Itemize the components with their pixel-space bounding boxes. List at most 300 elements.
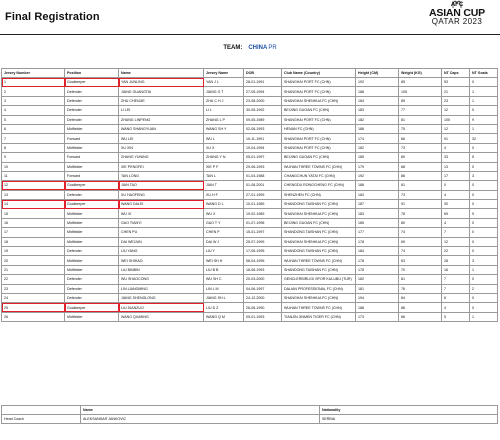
cell-height: 185	[356, 218, 399, 227]
cell-num: 26	[2, 312, 65, 321]
table-row	[2, 190, 498, 199]
cell-caps: 30	[442, 200, 470, 209]
cell-height: 186	[356, 181, 399, 190]
cell-name: GAO TIANYI	[119, 218, 204, 227]
cell-dob: 08-04-1995	[244, 256, 282, 265]
cell-jersey: WU X	[204, 209, 244, 218]
cell-num: 8	[2, 143, 65, 152]
cell-name: JIANG GUANGTAI	[119, 87, 204, 96]
cell-name: CHEN PU	[119, 228, 204, 237]
cell-name: LIN LIANGMING	[119, 284, 204, 293]
cell-height: 183	[356, 209, 399, 218]
cell-club: SHANDONG TAISHAN FC (CHN)	[282, 265, 356, 274]
cell-caps: 7	[442, 228, 470, 237]
cell-height: 184	[356, 96, 399, 105]
cell-pos: Goalkeeper	[65, 181, 119, 190]
cell-club: WUHAN THREE TOWNS FC (CHN)	[282, 303, 356, 312]
cell-num: 25	[2, 303, 65, 312]
table-row	[2, 218, 498, 227]
cell-dob: 15-01-1997	[244, 228, 282, 237]
cell-club: WUHAN THREE TOWNS FC (CHN)	[282, 162, 356, 171]
cell-jersey: GAO T Y	[204, 218, 244, 227]
cell-caps: 16	[442, 265, 470, 274]
cell-weight: 85	[399, 96, 442, 105]
team-line	[0, 45, 500, 51]
table-row	[2, 200, 498, 209]
cell-dob: 29-06-1993	[244, 162, 282, 171]
cell-height: 182	[356, 143, 399, 152]
cell-jersey: YAN J L	[204, 78, 244, 87]
cell-club: SHANDONG TAISHAN FC (CHN)	[282, 228, 356, 237]
cell-num: 24	[2, 293, 65, 302]
cell-num: 10	[2, 162, 65, 171]
cell-name: WANG QIUMING	[119, 312, 204, 321]
cell-weight: 85	[399, 78, 442, 87]
cell-goals: 3	[470, 171, 498, 180]
cell-num: 20	[2, 256, 65, 265]
cell-weight: 74	[399, 247, 442, 256]
team-name: CHINA	[248, 45, 268, 51]
cell-height: 187	[356, 200, 399, 209]
cell-name: ZHU CHENJIE	[119, 96, 204, 105]
cell-num: 5	[2, 115, 65, 124]
cell-name: XU HAOFENG	[119, 190, 204, 199]
cell-weight: 86	[399, 303, 442, 312]
cell-weight: 84	[399, 293, 442, 302]
cell-weight: 77	[399, 106, 442, 115]
table-row	[2, 415, 498, 424]
cell-pos: Defender	[65, 275, 119, 284]
cell-club: SHANDONG TAISHAN FC (CHN)	[282, 200, 356, 209]
logo-asian-cup-text: ASIAN CUP	[429, 7, 485, 19]
cell-club: HENAN FC (CHN)	[282, 124, 356, 133]
cell-pos: Forward	[65, 171, 119, 180]
cell-height: 188	[356, 303, 399, 312]
table-row	[2, 171, 498, 180]
cell-club: SHANGHAI SHENHUA FC (CHN)	[282, 96, 356, 105]
header-bar	[0, 0, 500, 35]
table-row	[2, 96, 498, 105]
cell-goals: 0	[470, 200, 498, 209]
cell-club: BEIJING GUOAN FC (CHN)	[282, 218, 356, 227]
table-row	[2, 237, 498, 246]
cell-jersey: DAI W J	[204, 237, 244, 246]
cell-height: 192	[356, 171, 399, 180]
cell-dob: 19-04-1994	[244, 143, 282, 152]
cell-club: CHENGDU RONGCHENG FC (CHN)	[282, 181, 356, 190]
cell-pos: Midfielder	[65, 237, 119, 246]
cell-weight: 105	[399, 87, 442, 96]
cell-height: 179	[356, 162, 399, 171]
cell-weight: 66	[399, 134, 442, 143]
cell-pos: Defender	[65, 293, 119, 302]
cell-dob: 01-04-1988	[244, 171, 282, 180]
cell-goals: 2	[470, 284, 498, 293]
cell-pos: Midfielder	[65, 124, 119, 133]
cell-height: 194	[356, 293, 399, 302]
cell-name: WANG DALEI	[119, 200, 204, 209]
cell-dob: 26-06-1990	[244, 303, 282, 312]
cell-weight: 74	[399, 228, 442, 237]
cell-pos: Forward	[65, 153, 119, 162]
cell-name: JIAN TAO	[119, 181, 204, 190]
cell-weight: 80	[399, 153, 442, 162]
table-row	[2, 124, 498, 133]
table-row	[2, 303, 498, 312]
logo-host-text: QATAR 2023	[431, 17, 483, 26]
cell-height: 174	[356, 134, 399, 143]
roster-header-row	[2, 69, 498, 78]
cell-height: 178	[356, 256, 399, 265]
roster-column-header: Club Name (Country)	[282, 69, 356, 78]
cell-name: XU XIN	[119, 143, 204, 152]
cell-dob: 17-06-1995	[244, 247, 282, 256]
table-row	[2, 134, 498, 143]
cell-dob: 01-07-1998	[244, 218, 282, 227]
cell-jersey: CHEN P	[204, 228, 244, 237]
cell-caps: 17	[442, 171, 470, 180]
cell-jersey: LIU Y	[204, 247, 244, 256]
cell-jersey: XIE P F	[204, 162, 244, 171]
cell-pos: Forward	[65, 134, 119, 143]
cell-pos: Midfielder	[65, 143, 119, 152]
cell-name: ZHANG LINPENG	[119, 115, 204, 124]
cell-dob: 01-08-2001	[244, 181, 282, 190]
cell-name: JIANG SHENGLONG	[119, 293, 204, 302]
cell-goals: 0	[470, 228, 498, 237]
cell-height: 181	[356, 284, 399, 293]
cell-club: SHANGHAI PORT FC (CHN)	[282, 134, 356, 143]
cell-caps: 12	[442, 124, 470, 133]
cell-pos: Midfielder	[65, 162, 119, 171]
cell-caps: 5	[442, 312, 470, 321]
cell-jersey: LIU B B	[204, 265, 244, 274]
table-row	[2, 162, 498, 171]
roster-column-header: Name	[119, 69, 204, 78]
cell-pos: Goalkeeper	[65, 78, 119, 87]
cell-club: SHANGHAI SHENHUA FC (CHN)	[282, 237, 356, 246]
cell-caps: 21	[442, 87, 470, 96]
cell-num: 22	[2, 275, 65, 284]
cell-dob: 09-01-1993	[244, 312, 282, 321]
cell-goals: 1	[470, 87, 498, 96]
cell-num: 21	[2, 265, 65, 274]
cell-name: LIU DIANZUO	[119, 303, 204, 312]
cell-club: SHENZHEN FC (CHN)	[282, 190, 356, 199]
cell-jersey: JIAN T	[204, 181, 244, 190]
cell-weight: 73	[399, 143, 442, 152]
cell-dob: 02-06-1993	[244, 124, 282, 133]
cell-weight: 70	[399, 265, 442, 274]
roster-column-header: Position	[65, 69, 119, 78]
cell-caps: 28	[442, 256, 470, 265]
cell-club: SHANGHAI PORT FC (CHN)	[282, 87, 356, 96]
cell-weight: 73	[399, 190, 442, 199]
cell-pos: Midfielder	[65, 312, 119, 321]
cell-height: 182	[356, 115, 399, 124]
cell-goals: 9	[470, 209, 498, 218]
cell-weight: 75	[399, 124, 442, 133]
cell-caps: 13	[442, 162, 470, 171]
cell-jersey: JIANG G T	[204, 87, 244, 96]
cell-num: 7	[2, 134, 65, 143]
cell-height: 192	[356, 78, 399, 87]
cell-weight: 91	[399, 200, 442, 209]
cell-club: GENCLERBIRLIGI SPOR KULUBU (TUR)	[282, 275, 356, 284]
table-row	[2, 106, 498, 115]
cell-jersey: WANG Q M	[204, 312, 244, 321]
cell-caps: 4	[442, 303, 470, 312]
cell-club: SHANGHAI PORT FC (CHN)	[282, 143, 356, 152]
cell-goals: 0	[470, 143, 498, 152]
cell-dob: 27-01-1999	[244, 190, 282, 199]
cell-dob: 30-05-1992	[244, 106, 282, 115]
cell-goals: 5	[470, 153, 498, 162]
cell-caps: 4	[442, 218, 470, 227]
cell-jersey: JIANG SH L	[204, 293, 244, 302]
cell-weight: 81	[399, 275, 442, 284]
cell-club: SHANGHAI PORT FC (CHN)	[282, 115, 356, 124]
cell-goals: 1	[470, 124, 498, 133]
table-row	[2, 265, 498, 274]
staff-column-header: Name	[81, 406, 320, 415]
cell-num: 3	[2, 96, 65, 105]
cell-dob: 27-05-1994	[244, 87, 282, 96]
cell-goals: 0	[470, 275, 498, 284]
cell-caps: 0	[442, 181, 470, 190]
table-row	[2, 181, 498, 190]
cell-weight: 66	[399, 312, 442, 321]
cell-dob: 16-06-1993	[244, 265, 282, 274]
cell-num: 4	[2, 106, 65, 115]
cell-name: XIE PENGFEI	[119, 162, 204, 171]
staff-column-header	[2, 406, 81, 415]
cell-goals: 0	[470, 218, 498, 227]
cell-name: WU XI	[119, 209, 204, 218]
cell-goals: 0	[470, 78, 498, 87]
cell-height: 188	[356, 87, 399, 96]
cell-jersey: WEI SH H	[204, 256, 244, 265]
cell-caps: 6	[442, 293, 470, 302]
cell-dob: 04-06-1997	[244, 284, 282, 293]
cell-height: 173	[356, 312, 399, 321]
cell-pos: Defender	[65, 87, 119, 96]
cell-club: SHANGHAI PORT FC (CHN)	[282, 78, 356, 87]
cell-caps: 23	[442, 96, 470, 105]
cell-name: YAN JUNLING	[119, 78, 204, 87]
cell-weight: 80	[399, 218, 442, 227]
cell-name: LI LEI	[119, 106, 204, 115]
cell-pos: Defender	[65, 115, 119, 124]
cell-dob: 25-07-1999	[244, 237, 282, 246]
cell-goals: 3	[470, 256, 498, 265]
staff-cell-nationality: SERBIA	[320, 415, 498, 424]
cell-club: TIANJIN JINMEN TIGER FC (CHN)	[282, 312, 356, 321]
cell-club: DALIAN PROFESSIONAL FC (CHN)	[282, 284, 356, 293]
roster-column-header: Weight (KG)	[399, 69, 442, 78]
table-row	[2, 209, 498, 218]
cell-num: 9	[2, 153, 65, 162]
cell-height: 177	[356, 228, 399, 237]
cell-goals: 0	[470, 303, 498, 312]
table-row	[2, 275, 498, 284]
roster-body	[2, 78, 498, 322]
cell-jersey: WU L	[204, 134, 244, 143]
cell-caps: 12	[442, 237, 470, 246]
cell-dob: 23-08-2000	[244, 96, 282, 105]
roster-table	[1, 68, 498, 322]
cell-dob: 24-12-2000	[244, 293, 282, 302]
cell-club: BEIJING GUOAN FC (CHN)	[282, 153, 356, 162]
cell-height: 184	[356, 247, 399, 256]
cell-dob: 05-01-1997	[244, 153, 282, 162]
cell-goals: 1	[470, 312, 498, 321]
cell-goals: 32	[470, 134, 498, 143]
cell-caps: 7	[442, 275, 470, 284]
staff-cell-name: ALEKSANDAR JANKOVIC	[81, 415, 320, 424]
cell-height: 178	[356, 237, 399, 246]
cell-caps: 33	[442, 153, 470, 162]
cell-name: WEI SHIHAO	[119, 256, 204, 265]
cell-name: TAN LONG	[119, 171, 204, 180]
cell-jersey: WANG SH Y	[204, 124, 244, 133]
staff-header-row	[2, 406, 498, 415]
cell-pos: Midfielder	[65, 265, 119, 274]
cell-goals: 1	[470, 96, 498, 105]
cell-jersey: LI L	[204, 106, 244, 115]
cell-num: 18	[2, 237, 65, 246]
cell-height: 183	[356, 106, 399, 115]
cell-caps: 69	[442, 209, 470, 218]
cell-num: 16	[2, 218, 65, 227]
cell-goals: 0	[470, 237, 498, 246]
cell-dob: 20-03-2000	[244, 275, 282, 284]
roster-column-header: Jersey Name	[204, 69, 244, 78]
cell-weight: 86	[399, 171, 442, 180]
asian-cup-logo	[422, 0, 492, 34]
cell-name: ZHANG YUNING	[119, 153, 204, 162]
cell-height: 182	[356, 275, 399, 284]
cell-jersey: ZHU C H J	[204, 96, 244, 105]
page-title: Final Registration	[5, 11, 100, 23]
cell-num: 13	[2, 190, 65, 199]
cell-weight: 76	[399, 284, 442, 293]
cell-goals: 0	[470, 293, 498, 302]
cell-pos: Goalkeeper	[65, 200, 119, 209]
cell-caps: 4	[442, 190, 470, 199]
logo-afc-text: AFC	[450, 2, 464, 8]
cell-jersey: TAN L	[204, 171, 244, 180]
cell-dob: 09-05-1989	[244, 115, 282, 124]
cell-num: 12	[2, 181, 65, 190]
cell-jersey: XU X	[204, 143, 244, 152]
cell-jersey: ZHANG L P	[204, 115, 244, 124]
table-row	[2, 87, 498, 96]
cell-pos: Defender	[65, 190, 119, 199]
cell-dob: 19-02-1989	[244, 209, 282, 218]
cell-pos: Defender	[65, 284, 119, 293]
cell-goals: 0	[470, 106, 498, 115]
cell-num: 14	[2, 200, 65, 209]
cell-weight: 81	[399, 115, 442, 124]
cell-weight: 78	[399, 209, 442, 218]
cell-club: CHANGCHUN YATAI FC (CHN)	[282, 171, 356, 180]
roster-column-header: NT Caps	[442, 69, 470, 78]
cell-pos: Goalkeeper	[65, 303, 119, 312]
cell-num: 11	[2, 171, 65, 180]
roster-column-header: DOB	[244, 69, 282, 78]
cell-pos: Defender	[65, 247, 119, 256]
cell-height: 186	[356, 124, 399, 133]
cell-caps: 12	[442, 106, 470, 115]
cell-name: LIU BINBIN	[119, 265, 204, 274]
cell-goals: 9	[470, 115, 498, 124]
cell-name: DAI WEIJUN	[119, 237, 204, 246]
cell-caps: 91	[442, 134, 470, 143]
table-row	[2, 256, 498, 265]
cell-weight: 68	[399, 162, 442, 171]
cell-weight: 69	[399, 237, 442, 246]
cell-jersey: XU H F	[204, 190, 244, 199]
roster-column-header: Jersey Number	[2, 69, 65, 78]
cell-pos: Midfielder	[65, 228, 119, 237]
cell-pos: Midfielder	[65, 218, 119, 227]
cell-club: SHANGHAI SHENHUA FC (CHN)	[282, 293, 356, 302]
cell-weight: 81	[399, 181, 442, 190]
table-row	[2, 153, 498, 162]
cell-club: WUHAN THREE TOWNS FC (CHN)	[282, 256, 356, 265]
table-row	[2, 228, 498, 237]
cell-height: 185	[356, 153, 399, 162]
cell-goals: 1	[470, 265, 498, 274]
table-row	[2, 78, 498, 87]
cell-height: 183	[356, 190, 399, 199]
roster-column-header: Height (CM)	[356, 69, 399, 78]
cell-jersey: WU SH C	[204, 275, 244, 284]
cell-caps: 22	[442, 247, 470, 256]
cell-jersey: ZHANG Y N	[204, 153, 244, 162]
cell-name: LIU YANG	[119, 247, 204, 256]
cell-pos: Midfielder	[65, 256, 119, 265]
cell-caps: 7	[442, 284, 470, 293]
cell-weight: 63	[399, 256, 442, 265]
cell-goals: 0	[470, 162, 498, 171]
cell-pos: Midfielder	[65, 209, 119, 218]
cell-dob: 19-11-1991	[244, 134, 282, 143]
staff-column-header: Nationality	[320, 406, 498, 415]
staff-table	[1, 405, 498, 424]
cell-name: WU LEI	[119, 134, 204, 143]
staff-body	[2, 415, 498, 424]
table-row	[2, 115, 498, 124]
cell-num: 2	[2, 87, 65, 96]
cell-num: 23	[2, 284, 65, 293]
cell-dob: 10-01-1989	[244, 200, 282, 209]
cell-jersey: WANG D L	[204, 200, 244, 209]
cell-goals: 0	[470, 247, 498, 256]
cell-name: WU SHAOCONG	[119, 275, 204, 284]
cell-goals: 0	[470, 190, 498, 199]
team-code: PR	[268, 45, 277, 51]
cell-num: 6	[2, 124, 65, 133]
cell-jersey: LIU D Z	[204, 303, 244, 312]
cell-height: 178	[356, 265, 399, 274]
cell-club: BEIJING GUOAN FC (CHN)	[282, 106, 356, 115]
cell-num: 15	[2, 209, 65, 218]
cell-num: 19	[2, 247, 65, 256]
cell-num: 1	[2, 78, 65, 87]
cell-num: 17	[2, 228, 65, 237]
